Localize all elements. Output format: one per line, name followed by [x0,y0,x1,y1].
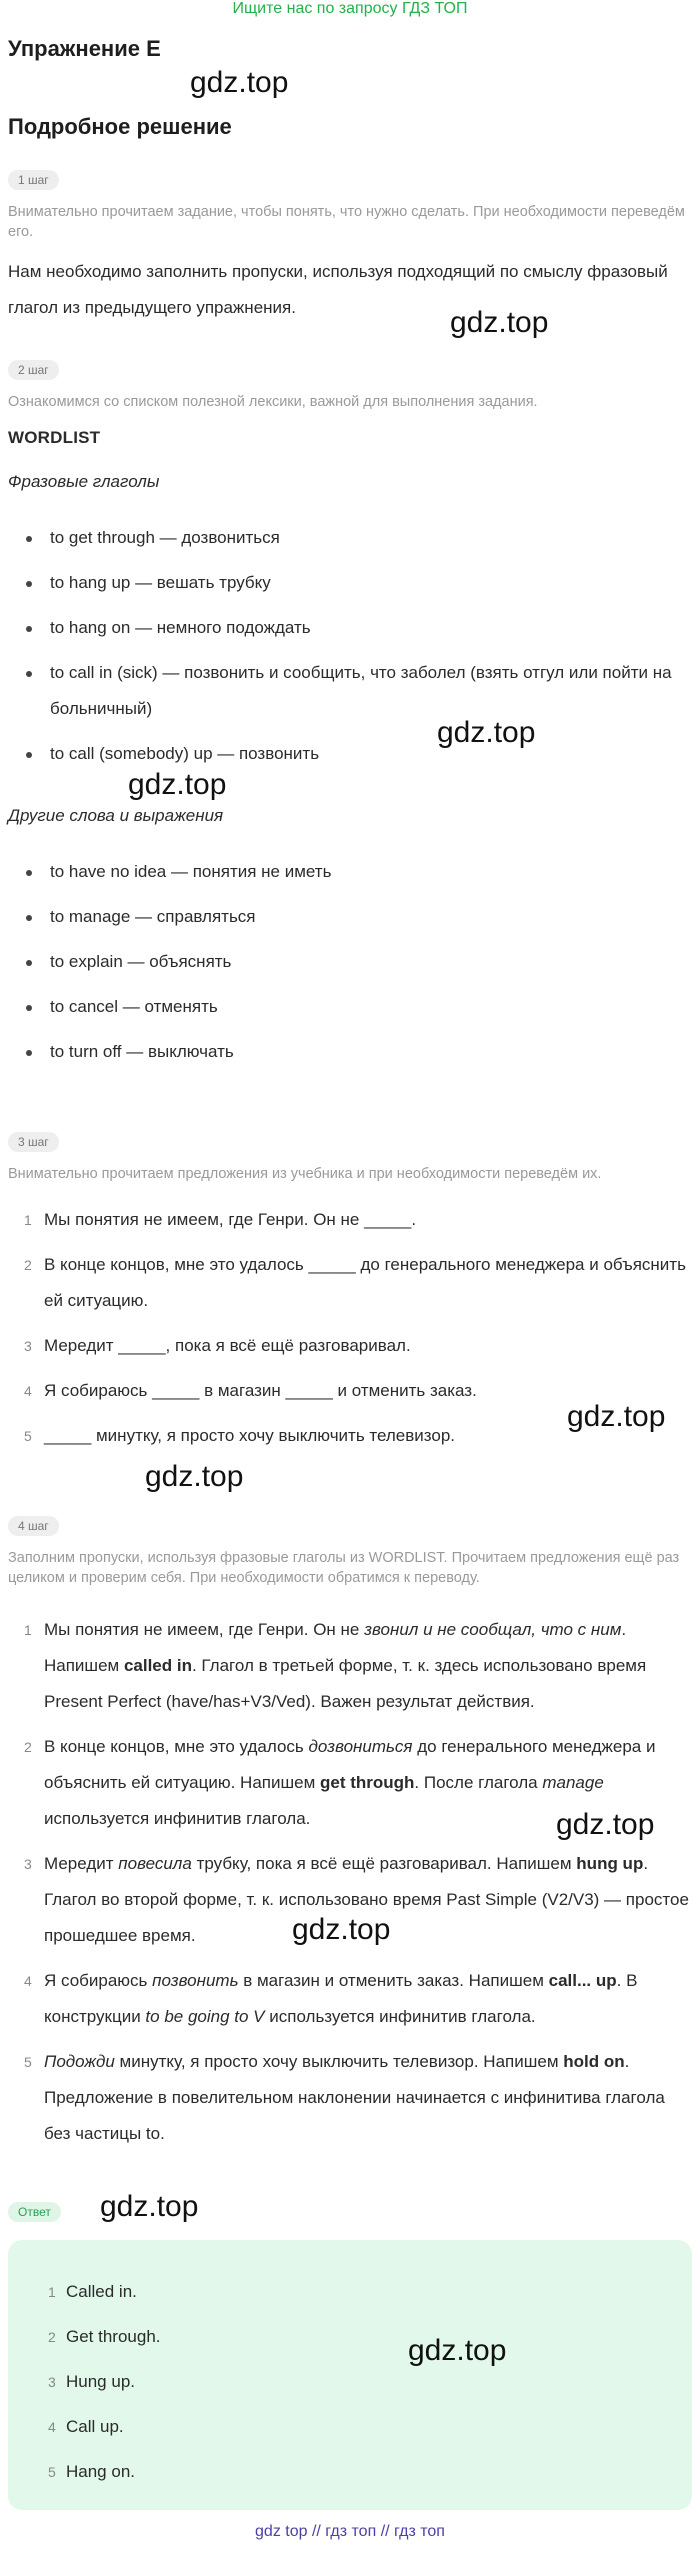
list-item: 1 Мы понятия не имеем, где Генри. Он не _____. [24,1210,417,1229]
step-4-note: Заполним пропуски, используя фразовые глаголы из WORDLIST. Прочитаем предложения ещё раз целиком и проверим себя. При необходимости обратимся к переводу. [8,1550,680,1586]
list-item: 1 Called in. [48,2282,137,2301]
list-item: to call in (sick) — позвонить и сообщить, что заболел (взять отгул или пойти на больничный) [8,655,688,727]
list-item: 4 Я собираюсь _____ в магазин _____ и отменить заказ. [24,1381,477,1400]
watermark: gdz.top [450,306,549,339]
list-item: 2 Get through. [48,2327,161,2346]
watermark: gdz.top [408,2334,507,2367]
solution-list [8,1612,690,2152]
bullet-icon [26,960,32,966]
watermark: gdz.top [556,1808,655,1841]
watermark: gdz.top [437,716,536,749]
solution-heading: Подробное решение [8,114,232,139]
wordlist-title: WORDLIST [8,428,101,447]
list-item: 3 Мередит повесила трубку, пока я всё ещё разговаривал. Напишем hung up. Глагол во второй форме, т. к. использовано время Past Simple (V2/V3) — простое прошедшее время. [24,1854,689,1945]
step-1-text: Нам необходимо заполнить пропуски, используя подходящий по смыслу фразовый глагол из предыдущего упражнения. [8,262,668,317]
watermark: gdz.top [145,1460,244,1493]
list-item: 2 В конце концов, мне это удалось _____ до генерального менеджера и объяснить ей ситуацию. [24,1255,686,1310]
other-words-title: Другие слова и выражения [8,806,224,825]
list-item: 5 Hang on. [48,2462,135,2481]
watermark: gdz.top [128,768,227,801]
bullet-icon [26,915,32,921]
list-item: 2 В конце концов, мне это удалось дозвониться до генерального менеджера и объяснить ей ситуацию. Напишем get through. После глагола manage используется инфинитив глагола. [24,1737,656,1828]
list-item: to call (somebody) up — позвонить [8,736,688,772]
step-1-badge: 1 шаг [8,170,59,190]
step-2-note: Ознакомимся со списком полезной лексики, важной для выполнения задания. [8,394,538,410]
answer-list [8,2274,161,2499]
watermark: gdz.top [100,2190,199,2223]
answer-badge: Ответ [8,2202,61,2222]
phrasal-verbs-title: Фразовые глаголы [8,472,160,491]
list-item: 4 Call up. [48,2417,124,2436]
list-item: to hang up — вешать трубку [8,565,688,601]
list-item: to have no idea — понятия не иметь [8,854,688,890]
list-item: to turn off — выключать [8,1034,688,1070]
list-item: to manage — справляться [8,899,688,935]
bullet-icon [26,1005,32,1011]
list-item: 3 Hung up. [48,2372,135,2391]
list-item: to explain — объяснять [8,944,688,980]
step-2-badge: 2 шаг [8,360,59,380]
watermark: gdz.top [567,1400,666,1433]
bullet-icon [26,1050,32,1056]
list-item: 5 Подожди минутку, я просто хочу выключить телевизор. Напишем hold on. Предложение в повелительном наклонении начинается с инфинитива глагола без частицы to. [24,2052,665,2143]
watermark: gdz.top [292,1913,391,1946]
list-item: to cancel — отменять [8,989,688,1025]
bullet-icon [26,671,32,677]
step-1-note: Внимательно прочитаем задание, чтобы понять, что нужно сделать. При необходимости переведём его. [8,204,685,240]
list-item: 5 _____ минутку, я просто хочу выключить телевизор. [24,1426,456,1445]
list-item: to hang on — немного подождать [8,610,688,646]
page-title: Упражнение E [8,36,161,61]
bullet-icon [26,626,32,632]
step-3-note: Внимательно прочитаем предложения из учебника и при необходимости переведём их. [8,1166,602,1182]
other-words-list [8,854,688,1070]
step-3-badge: 3 шаг [8,1132,59,1152]
bullet-icon [26,581,32,587]
bullet-icon [26,536,32,542]
bullet-icon [26,870,32,876]
search-banner[interactable]: Ищите нас по запросу ГДЗ ТОП [232,0,468,17]
footer-links[interactable]: gdz top // гдз топ // гдз топ [255,2523,445,2540]
phrasal-verbs-list [8,520,688,772]
bullet-icon [26,752,32,758]
answer-box [8,2240,692,2510]
step-4-badge: 4 шаг [8,1516,59,1536]
watermark: gdz.top [190,66,289,99]
list-item: 3 Мередит _____, пока я всё ещё разговаривал. [24,1336,411,1355]
list-item: 1 Мы понятия не имеем, где Генри. Он не звонил и не сообщал, что с ним. Напишем called in. Глагол в третьей форме, т. к. здесь использовано время Present Perfect (have/has+V3/Ved). Важен результат действия. [24,1620,647,1711]
list-item: to get through — дозвониться [8,520,688,556]
list-item: 4 Я собираюсь позвонить в магазин и отменить заказ. Напишем call... up. В конструкции to be going to V используется инфинитив глагола. [24,1971,638,2026]
